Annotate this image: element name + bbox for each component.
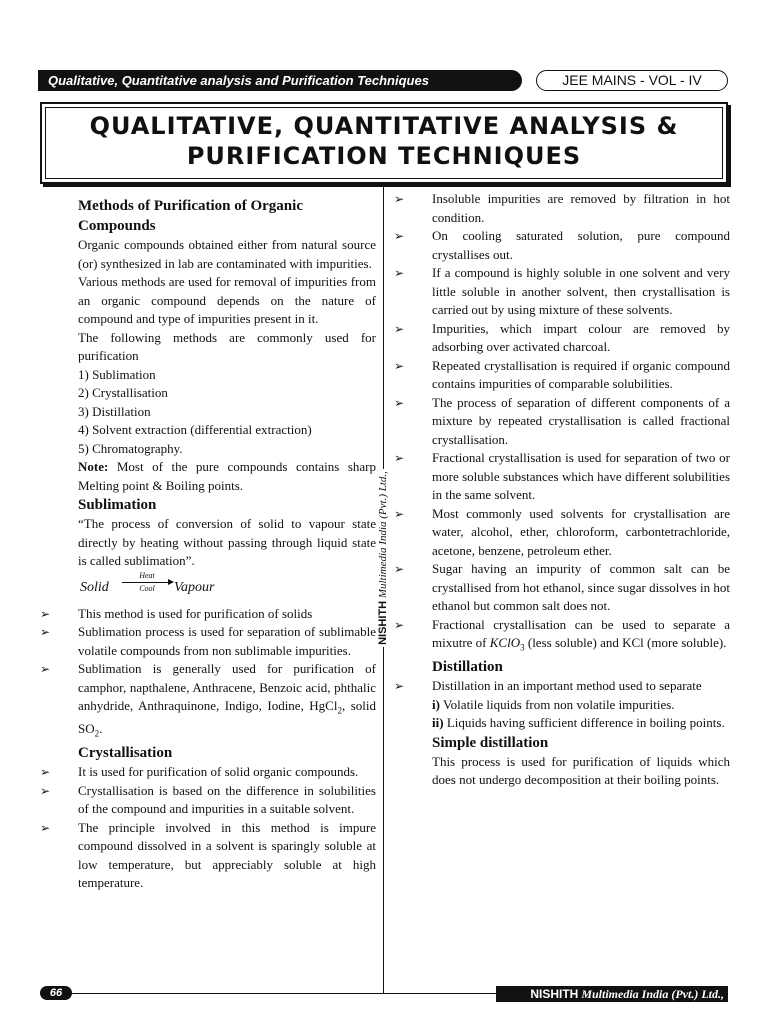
sublimation-heading: Sublimation: [78, 497, 157, 513]
left-column: [40, 196, 376, 893]
methods-heading: Methods of Purification of Organic Compounds: [78, 198, 303, 234]
bullet-text: Sugar having an impurity of common salt can be crystallised from hot ethanol, since sugar dissolves in hot ethanol but common salt does not.: [432, 561, 730, 613]
bullet-text: Insoluble impurities are removed by filtration in hot condition.: [432, 191, 730, 225]
distillation-case: [394, 714, 730, 733]
bullet-arrow-icon: ➢: [394, 266, 405, 280]
list-item: [394, 227, 730, 264]
bullet-arrow-icon: ➢: [394, 451, 405, 465]
bullet-arrow-icon: ➢: [394, 321, 405, 336]
running-header-title: Qualitative, Quantitative analysis and Purification Techniques: [38, 70, 522, 91]
method-item: 1) Sublimation: [78, 366, 156, 382]
bullet-text: Sublimation is generally used for purification of camphor, napthalene, Anthracene, Benzoic acid, phthalic anhydride, Anthraquinone, Indigo, Iodine, HgCl: [78, 661, 376, 713]
arrow-label-top: Heat: [139, 570, 155, 580]
method-item: 5) Chromatography.: [78, 440, 183, 456]
bullet-arrow-icon: ➢: [394, 617, 405, 632]
bullet-text: Repeated crystallisation is required if organic compound contains impurities of comparable solubilities.: [432, 357, 730, 391]
list-item: [394, 616, 730, 658]
publisher-suffix: Multimedia India (Pvt.) Ltd.,: [578, 987, 724, 1001]
bullet-arrow-icon: ➢: [40, 765, 51, 780]
list-item: [40, 660, 376, 743]
list-item: [40, 763, 376, 782]
simple-distillation-heading: Simple distillation: [432, 734, 549, 751]
chem-formula: KClO: [489, 635, 521, 650]
bullet-text: Sublimation process is used for separation of sublimable volatile compounds from non sublimable impurities.: [78, 624, 376, 658]
equation-arrow: [122, 571, 172, 594]
bullet-arrow-icon: ➢: [40, 606, 51, 621]
distillation-case: [394, 696, 730, 715]
equation-product: Vapour: [174, 579, 215, 595]
bullet-text: Crystallisation is based on the difference in solubilities of the compound and impurities in a suitable solvent.: [78, 782, 376, 817]
note-paragraph: [40, 458, 376, 495]
intro-paragraph: Organic compounds obtained either from natural source (or) synthesized in lab are contaminated with impurities.: [78, 237, 376, 271]
list-item: [394, 357, 730, 394]
list-item: [40, 782, 376, 819]
case-text: Volatile liquids from non volatile impurities.: [439, 696, 675, 712]
vertical-publisher-mark: [371, 458, 395, 658]
volume-label: JEE MAINS - VOL - IV: [536, 70, 728, 91]
case-text: Liquids having sufficient difference in boiling points.: [443, 715, 725, 731]
list-item: [394, 449, 730, 505]
list-item: [394, 677, 730, 696]
bullet-text: The process of separation of different components of a mixture by repeated crystallisation is called fractional crystallisation.: [432, 394, 730, 447]
bullet-arrow-icon: ➢: [394, 229, 405, 243]
methods-list-intro: The following methods are commonly used for purification: [78, 329, 376, 363]
arrow-line: [122, 582, 172, 583]
crystallisation-heading: Crystallisation: [78, 745, 173, 762]
page-number: 66: [40, 986, 72, 1000]
chapter-title-box: [40, 102, 728, 184]
note-label: Note:: [78, 459, 109, 474]
list-item: [40, 623, 376, 660]
bullet-text: It is used for purification of solid organic compounds.: [78, 764, 359, 780]
bullet-text: On cooling saturated solution, pure compound crystallises out.: [432, 228, 730, 262]
case-label: ii): [432, 715, 444, 731]
bullet-arrow-icon: ➢: [40, 820, 51, 835]
method-item: 4) Solvent extraction (differential extraction): [78, 422, 312, 437]
bullet-text: The principle involved in this method is impure compound dissolved in a solvent is sparingly soluble at low temperature, but appreciably soluble at high temperature.: [78, 819, 376, 891]
bullet-text: .: [99, 721, 103, 737]
method-item: 3) Distillation: [78, 403, 151, 419]
bullet-arrow-icon: ➢: [394, 358, 405, 373]
sublimation-definition: “The process of conversion of solid to vapour state directly by heating without passing through liquid state is called sublimation”.: [78, 516, 376, 568]
list-item: [394, 560, 730, 616]
list-item: [394, 320, 730, 357]
subscript: 2: [94, 728, 100, 739]
bullet-arrow-icon: ➢: [40, 783, 51, 798]
methods-paragraph: Various methods are used for removal of impurities from an organic compound depends on the nature of compound and type of impurities present in it.: [78, 274, 376, 326]
bullet-arrow-icon: ➢: [394, 679, 405, 694]
sublimation-equation: [40, 571, 376, 605]
list-item: [40, 819, 376, 893]
bullet-text: (less soluble) and KCl (more soluble).: [524, 635, 727, 650]
right-column: [394, 190, 730, 790]
simple-distillation-text: This process is used for purification of liquids which does not undergo decomposition at their boiling points.: [432, 753, 730, 788]
list-item: [394, 190, 730, 227]
bullet-arrow-icon: ➢: [394, 395, 405, 410]
note-text: Most of the pure compounds contains sharp Melting point & Boiling points.: [78, 459, 376, 493]
subscript: 3: [520, 642, 525, 653]
list-item: [40, 605, 376, 624]
chapter-title-line1: QUALITATIVE, QUANTITATIVE ANALYSIS &: [89, 112, 679, 140]
bullet-text: Distillation in an important method used to separate: [432, 678, 702, 694]
bullet-text: , solid SO: [78, 698, 376, 737]
distillation-heading: Distillation: [432, 659, 503, 676]
bullet-arrow-icon: ➢: [394, 562, 405, 576]
bullet-arrow-icon: ➢: [40, 662, 51, 676]
subscript: 2: [337, 705, 342, 716]
bullet-arrow-icon: ➢: [40, 625, 51, 639]
list-item: [394, 505, 730, 561]
publisher-name: NISHITH: [377, 600, 389, 645]
bullet-text: Impurities, which impart colour are removed by adsorbing over activated charcoal.: [432, 320, 730, 354]
method-item: 2) Crystallisation: [78, 385, 168, 400]
bullet-arrow-icon: ➢: [394, 192, 405, 206]
publisher-name: NISHITH: [530, 987, 579, 1001]
vertical-publisher-text: [377, 469, 389, 647]
list-item: [394, 264, 730, 320]
bullet-arrow-icon: ➢: [394, 506, 405, 521]
case-label: i): [432, 696, 440, 712]
list-item: [394, 394, 730, 450]
bullet-text: Most commonly used solvents for crystallisation are water, alcohol, ether, chloroform, carbontetrachloride, acetone, benzene, petroleum ether.: [432, 505, 730, 558]
bullet-text: Fractional crystallisation can be used to separate a mixutre of: [432, 616, 730, 650]
footer-publisher: [496, 986, 728, 1002]
arrow-label-bottom: Cool: [139, 583, 155, 593]
publisher-suffix: Multimedia India (Pvt.) Ltd.,: [377, 471, 389, 601]
bullet-text: Fractional crystallisation is used for separation of two or more soluble substances which have different solubilities in the same solvent.: [432, 450, 730, 502]
chapter-title-line2: PURIFICATION TECHNIQUES: [186, 142, 582, 170]
equation-reactant: Solid: [80, 579, 109, 595]
bullet-text: This method is used for purification of solids: [78, 605, 313, 621]
bullet-text: If a compound is highly soluble in one solvent and very little soluble in another solvent, then crystallisation is carried out by using mixture of these solvents.: [432, 265, 730, 317]
